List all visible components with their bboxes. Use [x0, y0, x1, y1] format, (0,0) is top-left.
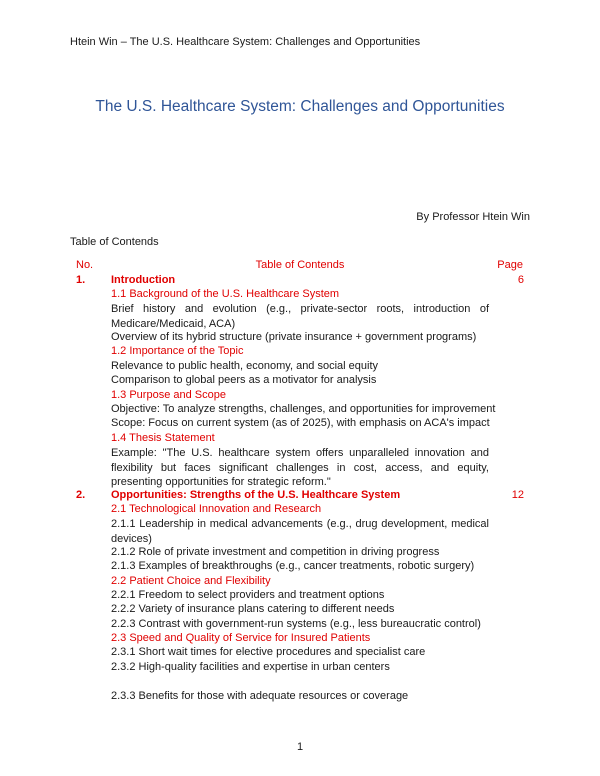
- toc-col-title: Table of Contends: [255, 259, 345, 271]
- section-1-3-line-2: Scope: Focus on current system (as of 2025), with emphasis on ACA's impact: [111, 417, 490, 429]
- section-2-1-3: 2.1.3 Examples of breakthroughs (e.g., cancer treatments, robotic surgery): [111, 560, 475, 572]
- section-2-2-title: 2.2 Patient Choice and Flexibility: [111, 575, 271, 587]
- chapter-1-page: 6: [517, 274, 524, 286]
- chapter-2-number: 2.: [76, 489, 86, 501]
- chapter-1-number: 1.: [76, 274, 86, 286]
- document-title: The U.S. Healthcare System: Challenges and Opportunities: [95, 98, 505, 115]
- section-1-2-line-1: Relevance to public health, economy, and social equity: [111, 360, 379, 372]
- page-number: 1: [296, 741, 304, 753]
- section-1-4-title: 1.4 Thesis Statement: [111, 432, 215, 444]
- section-1-4-line-1: Example: "The U.S. healthcare system offers unparalleled innovation and flexibility but faces significant challenges in cost, access, and equity, presenting opportunities for strategic reform.": [111, 447, 489, 488]
- section-2-3-title: 2.3 Speed and Quality of Service for Insured Patients: [111, 632, 371, 644]
- section-1-1-line-2: Overview of its hybrid structure (private insurance + government programs): [111, 331, 477, 343]
- section-2-3-3: 2.3.3 Benefits for those with adequate resources or coverage: [111, 690, 409, 702]
- section-2-3-1: 2.3.1 Short wait times for elective procedures and specialist care: [111, 646, 426, 658]
- section-2-1-1: 2.1.1 Leadership in medical advancements (e.g., drug development, medical devices): [111, 518, 489, 545]
- chapter-2-title: Opportunities: Strengths of the U.S. Healthcare System: [111, 489, 401, 501]
- section-1-1-title: 1.1 Background of the U.S. Healthcare System: [111, 288, 340, 300]
- section-2-2-2: 2.2.2 Variety of insurance plans catering to different needs: [111, 603, 395, 615]
- section-1-3-line-1: Objective: To analyze strengths, challenges, and opportunities for improvement: [111, 403, 496, 415]
- chapter-1-title: Introduction: [111, 274, 176, 286]
- toc-col-no: No.: [76, 259, 94, 271]
- section-2-1-2: 2.1.2 Role of private investment and competition in driving progress: [111, 546, 440, 558]
- section-2-3-2: 2.3.2 High-quality facilities and expertise in urban centers: [111, 661, 390, 673]
- author-byline: By Professor Htein Win: [416, 211, 530, 223]
- toc-label: Table of Contends: [70, 236, 159, 248]
- toc-col-page: Page: [497, 259, 523, 271]
- section-1-3-title: 1.3 Purpose and Scope: [111, 389, 226, 401]
- section-2-2-1: 2.2.1 Freedom to select providers and treatment options: [111, 589, 385, 601]
- section-1-2-title: 1.2 Importance of the Topic: [111, 345, 244, 357]
- section-2-2-3: 2.2.3 Contrast with government-run systems (e.g., less bureaucratic control): [111, 618, 481, 630]
- section-1-2-line-2: Comparison to global peers as a motivator for analysis: [111, 374, 377, 386]
- running-header: Htein Win – The U.S. Healthcare System: Challenges and Opportunities: [70, 36, 421, 48]
- chapter-2-page: 12: [511, 489, 524, 501]
- section-1-1-line-1: Brief history and evolution (e.g., private-sector roots, introduction of Medicare/Medicaid, ACA): [111, 303, 489, 330]
- section-2-1-title: 2.1 Technological Innovation and Research: [111, 503, 322, 515]
